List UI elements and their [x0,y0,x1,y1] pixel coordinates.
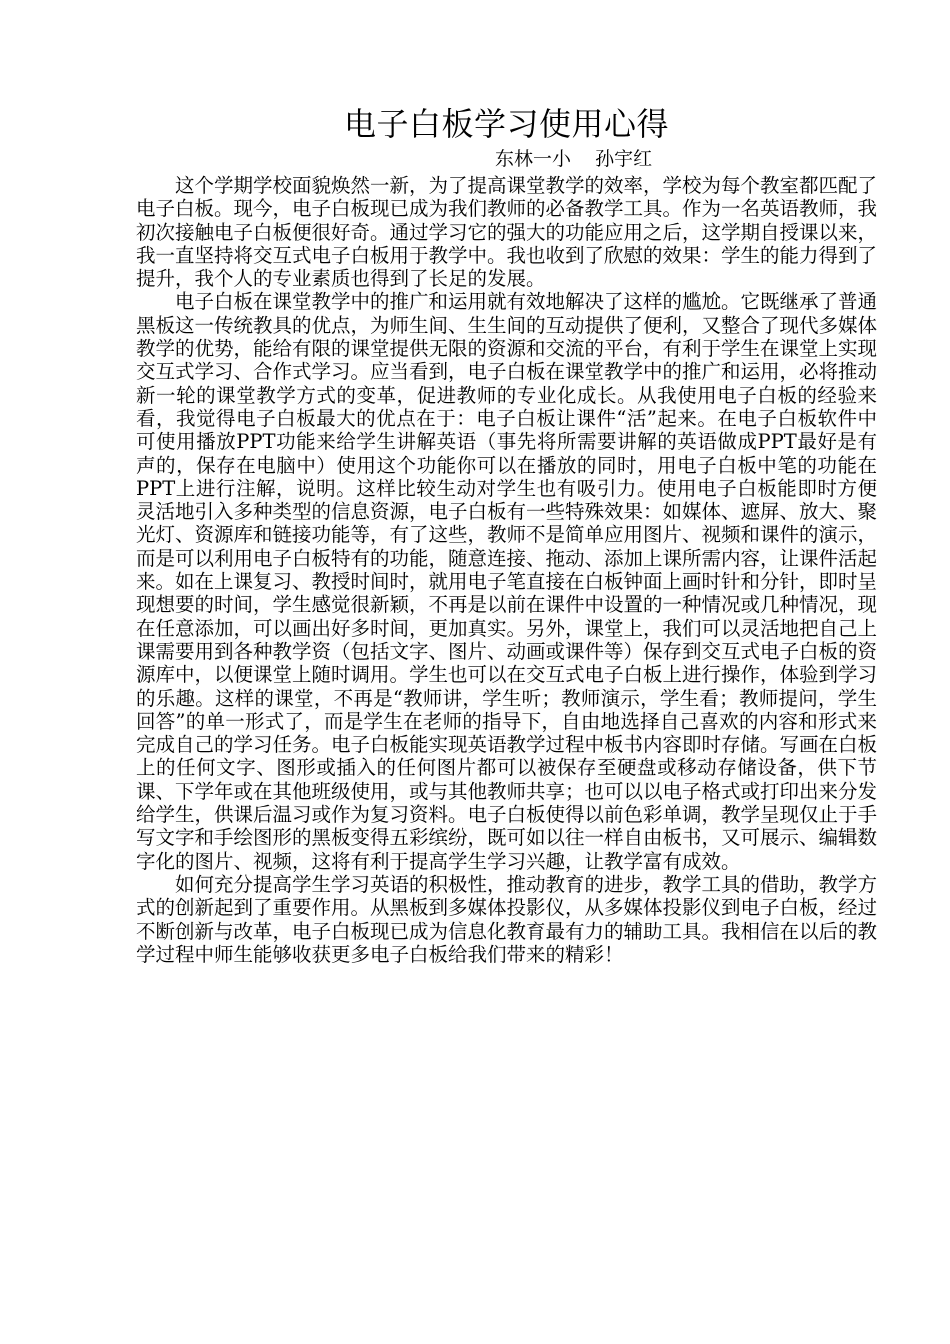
paragraph: 电子白板在课堂教学中的推广和运用就有效地解决了这样的尴尬。它既继承了普通黑板这一传统教具的优点，为师生间、生生间的互动提供了便利，又整合了现代多媒体教学的优势，能给有限的课堂提供无限的资源和交流的平台，有利于学生在课堂上实现交互式学习、合作式学习。应当看到，电子白板在课堂教学中的推广和运用，必将推动新一轮的课堂教学方式的变革，促进教师的专业化成长。从我使用电子白板的经验来看，我觉得电子白板最大的优点在于：电子白板让课件“活”起来。在电子白板软件中可使用播放PPT功能来给学生讲解英语（事先将所需要讲解的英语做成PPT最好是有声的，保存在电脑中）使用这个功能你可以在播放的同时，用电子白板中笔的功能在PPT上进行注解，说明。这样比较生动对学生也有吸引力。使用电子白板能即时方便灵活地引入多种类型的信息资源，电子白板有一些特殊效果：如媒体、遮屏、放大、聚光灯、资源库和链接功能等，有了这些，教师不是简单应用图片、视频和课件的演示，而是可以利用电子白板特有的功能，随意连接、拖动、添加上课所需内容，让课件活起来。如在上课复习、教授时间时，就用电子笔直接在白板钟面上画时针和分针，即时呈现想要的时间，学生感觉很新颖，不再是以前在课件中设置的一种情况或几种情况，现在任意添加，可以画出好多时间，更加真实。另外，课堂上，我们可以灵活地把自己上课需要用到各种教学资（包括文字、图片、动画或课件等）保存到交互式电子白板的资源库中，以便课堂上随时调用。学生也可以在交互式电子白板上进行操作，体验到学习的乐趣。这样的课堂，不再是“教师讲，学生听；教师演示，学生看；教师提问，学生回答”的单一形式了，而是学生在老师的指导下，自由地选择自己喜欢的内容和形式来完成自己的学习任务。电子白板能实现英语教学过程中板书内容即时存储。写画在白板上的任何文字、图形或插入的任何图片都可以被保存至硬盘或移动存储设备，供下节课、下学年或在其他班级使用，或与其他教师共享；也可以以电子格式或打印出来分发给学生，供课后温习或作为复习资料。电子白板使得以前色彩单调，教学呈现仅止于手写文字和手绘图形的黑板变得五彩缤纷，既可如以往一样自由板书，又可展示、编辑数字化的图片、视频，这将有利于提高学生学习兴趣，让教学富有成效。 [136,290,878,873]
document-body [136,174,877,966]
paragraph: 如何充分提高学生学习英语的积极性，推动教育的进步，教学工具的借助，教学方式的创新起到了重要作用。从黑板到多媒体投影仪，从多媒体投影仪到电子白板，经过不断创新与改革，电子白板现已成为信息化教育最有力的辅助工具。我相信在以后的教学过程中师生能够收获更多电子白板给我们带来的精彩！ [136,872,878,966]
paragraph: 这个学期学校面貌焕然一新，为了提高课堂教学的效率，学校为每个教室都匹配了电子白板。现今，电子白板现已成为我们教师的必备教学工具。作为一名英语教师，我初次接触电子白板便很好奇。通过学习它的强大的功能应用之后，这学期自授课以来，我一直坚持将交互式电子白板用于教学中。我也收到了欣慰的效果：学生的能力得到了提升，我个人的专业素质也得到了长足的发展。 [136,174,878,291]
document-title: 电子白板学习使用心得 [343,105,669,143]
author-line: 东林一小 孙宇红 [495,148,653,170]
